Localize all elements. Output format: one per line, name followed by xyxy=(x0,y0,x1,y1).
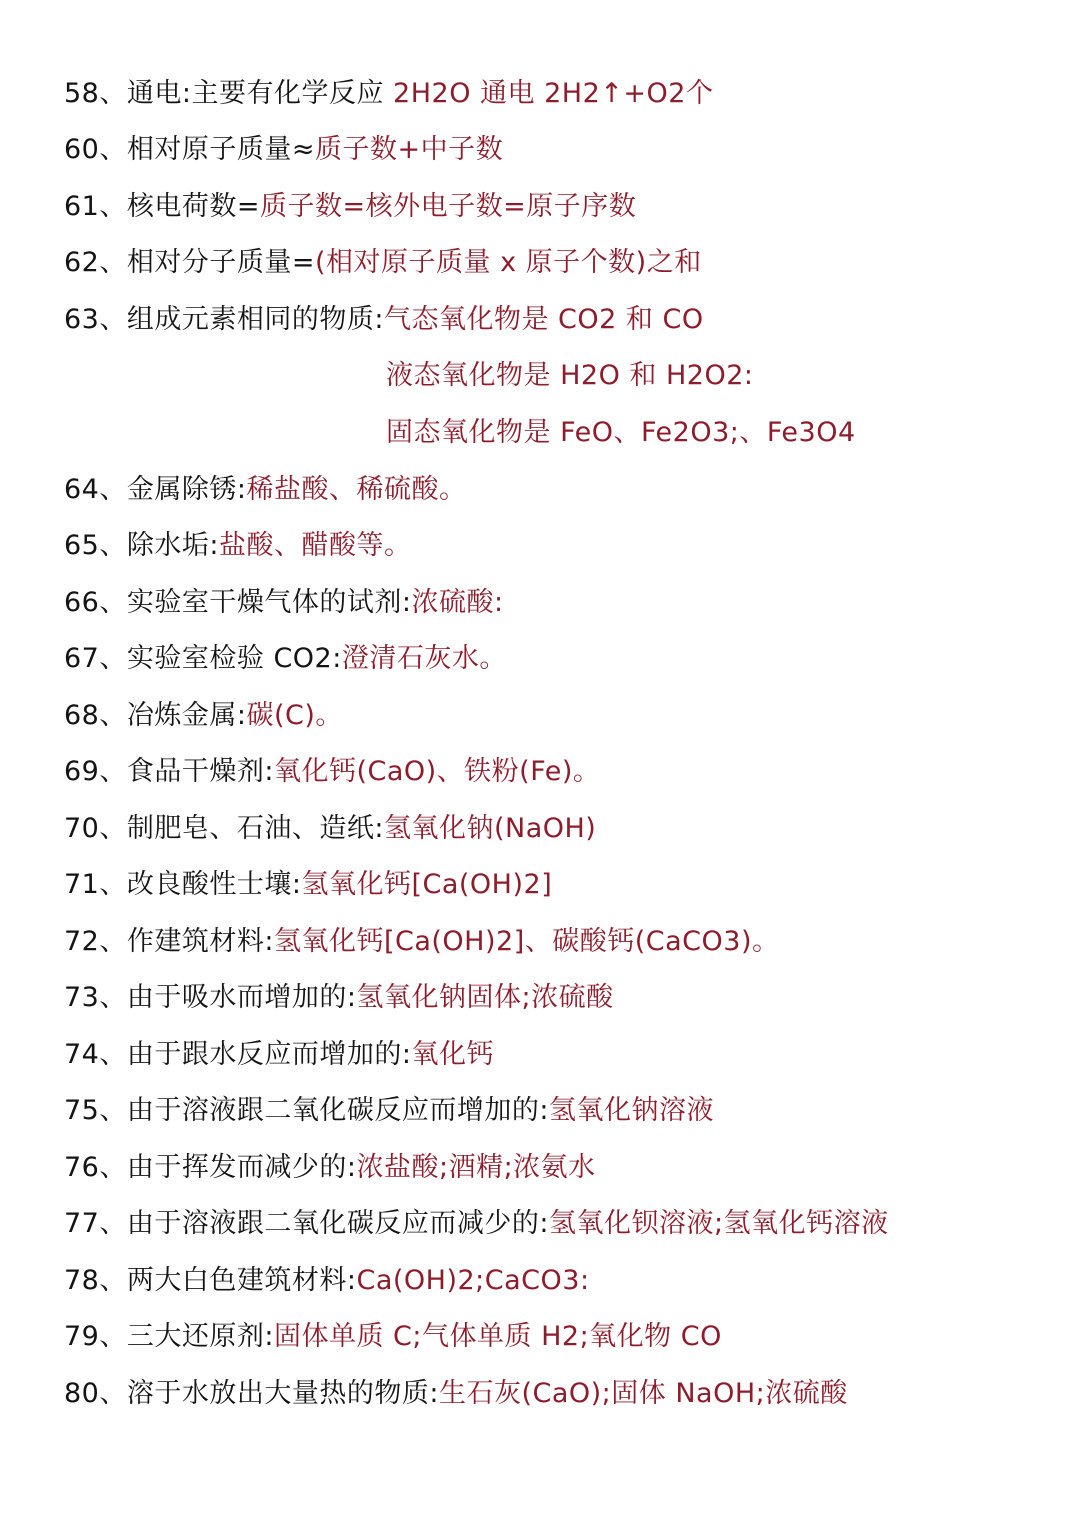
item-60 xyxy=(64,130,503,170)
item-topic: 核电荷数= xyxy=(126,191,260,222)
item-separator: 、 xyxy=(99,926,127,957)
item-number: 72 xyxy=(64,926,100,957)
item-number: 73 xyxy=(64,982,100,1013)
item-answer: 气态氧化物是 CO2 和 CO xyxy=(383,304,704,335)
item-topic: 由于跟水反应而增加的: xyxy=(126,1039,412,1070)
item-separator: 、 xyxy=(99,1039,127,1070)
item-71 xyxy=(64,865,552,905)
item-80 xyxy=(64,1374,848,1414)
item-topic: 溶于水放出大量热的物质: xyxy=(126,1378,439,1409)
item-answer: 氧化钙(CaO)、铁粉(Fe)。 xyxy=(273,756,601,787)
item-separator: 、 xyxy=(99,813,127,844)
item-63 xyxy=(64,300,704,340)
item-75 xyxy=(64,1091,714,1131)
item-answer: 碳(C)。 xyxy=(246,700,343,731)
item-74 xyxy=(64,1035,494,1075)
item-topic: 通电:主要有化学反应 xyxy=(126,78,394,109)
item-topic: 由于吸水而增加的: xyxy=(126,982,357,1013)
item-number: 66 xyxy=(64,587,100,618)
item-answer: (相对原子质量 x 原子个数)之和 xyxy=(314,247,702,278)
item-topic: 食品干燥剂: xyxy=(126,756,274,787)
item-separator: 、 xyxy=(99,1378,127,1409)
item-separator: 、 xyxy=(99,1265,127,1296)
item-topic: 制肥皂、石油、造纸: xyxy=(126,813,384,844)
item-separator: 、 xyxy=(99,474,127,505)
item-topic: 金属除锈: xyxy=(126,474,247,505)
item-separator: 、 xyxy=(99,530,127,561)
item-65 xyxy=(64,526,411,566)
item-separator: 、 xyxy=(99,304,127,335)
item-79 xyxy=(64,1317,722,1357)
item-answer: 氢氧化钠(NaOH) xyxy=(383,813,597,844)
item-topic: 相对原子质量≈ xyxy=(126,134,315,165)
item-number: 58 xyxy=(64,78,100,109)
item-answer: 质子数+中子数 xyxy=(314,134,504,165)
item-64 xyxy=(64,470,466,510)
item-78 xyxy=(64,1261,590,1301)
item-61 xyxy=(64,187,636,227)
item-number: 78 xyxy=(64,1265,100,1296)
item-answer: 2H2O 通电 2H2↑+O2个 xyxy=(393,78,714,109)
item-answer: 浓盐酸;酒精;浓氨水 xyxy=(356,1152,596,1183)
item-answer: 生石灰(CaO);固体 NaOH;浓硫酸 xyxy=(438,1378,848,1409)
item-separator: 、 xyxy=(99,587,127,618)
item-answer: 澄清石灰水。 xyxy=(341,643,507,674)
item-separator: 、 xyxy=(99,982,127,1013)
item-number: 65 xyxy=(64,530,100,561)
item-topic: 相对分子质量= xyxy=(126,247,315,278)
item-answer: 氢氧化钙[Ca(OH)2]、碳酸钙(CaCO3)。 xyxy=(273,926,780,957)
item-separator: 、 xyxy=(99,247,127,278)
item-answer: 氢氧化钙[Ca(OH)2] xyxy=(301,869,553,900)
item-separator: 、 xyxy=(99,643,127,674)
item-separator: 、 xyxy=(99,78,127,109)
item-number: 77 xyxy=(64,1208,100,1239)
item-number: 80 xyxy=(64,1378,100,1409)
item-topic: 作建筑材料: xyxy=(126,926,274,957)
item-number: 60 xyxy=(64,134,100,165)
item-answer: 氢氧化钠溶液 xyxy=(548,1095,714,1126)
item-number: 70 xyxy=(64,813,100,844)
item-69 xyxy=(64,752,600,792)
item-answer: 氢氧化钠固体;浓硫酸 xyxy=(356,982,614,1013)
item-58 xyxy=(64,74,713,114)
item-topic: 实验室检验 CO2: xyxy=(126,643,342,674)
item-70 xyxy=(64,809,596,849)
item-63-liquid xyxy=(386,356,754,396)
item-topic: 除水垢: xyxy=(126,530,219,561)
item-number: 75 xyxy=(64,1095,100,1126)
item-separator: 、 xyxy=(99,756,127,787)
item-66 xyxy=(64,583,504,623)
item-topic: 由于溶液跟二氧化碳反应而增加的: xyxy=(126,1095,549,1126)
item-topic: 由于溶液跟二氧化碳反应而减少的: xyxy=(126,1208,549,1239)
item-number: 62 xyxy=(64,247,100,278)
item-answer: 液态氧化物是 H2O 和 H2O2: xyxy=(386,360,754,391)
item-separator: 、 xyxy=(99,1095,127,1126)
item-topic: 由于挥发而减少的: xyxy=(126,1152,357,1183)
item-number: 63 xyxy=(64,304,100,335)
item-72 xyxy=(64,922,779,962)
item-answer: 固体单质 C;气体单质 H2;氧化物 CO xyxy=(273,1321,722,1352)
item-topic: 两大白色建筑材料: xyxy=(126,1265,357,1296)
item-73 xyxy=(64,978,614,1018)
item-separator: 、 xyxy=(99,1152,127,1183)
item-separator: 、 xyxy=(99,869,127,900)
item-number: 74 xyxy=(64,1039,100,1070)
item-number: 67 xyxy=(64,643,100,674)
item-number: 79 xyxy=(64,1321,100,1352)
item-76 xyxy=(64,1148,596,1188)
item-answer: 盐酸、醋酸等。 xyxy=(218,530,412,561)
item-separator: 、 xyxy=(99,134,127,165)
item-number: 76 xyxy=(64,1152,100,1183)
item-answer: 质子数=核外电子数=原子序数 xyxy=(259,191,637,222)
item-number: 61 xyxy=(64,191,100,222)
item-separator: 、 xyxy=(99,191,127,222)
item-topic: 改良酸性士壤: xyxy=(126,869,302,900)
item-answer: 固态氧化物是 FeO、Fe2O3;、Fe3O4 xyxy=(386,417,856,448)
item-answer: 氧化钙 xyxy=(411,1039,494,1070)
item-separator: 、 xyxy=(99,700,127,731)
item-answer: 氢氧化钡溶液;氢氧化钙溶液 xyxy=(548,1208,889,1239)
item-answer: Ca(OH)2;CaCO3: xyxy=(356,1265,590,1296)
item-topic: 三大还原剂: xyxy=(126,1321,274,1352)
item-topic: 实验室干燥气体的试剂: xyxy=(126,587,412,618)
item-number: 68 xyxy=(64,700,100,731)
item-separator: 、 xyxy=(99,1321,127,1352)
item-number: 71 xyxy=(64,869,100,900)
item-68 xyxy=(64,696,343,736)
item-number: 64 xyxy=(64,474,100,505)
item-67 xyxy=(64,639,507,679)
item-62 xyxy=(64,243,702,283)
item-topic: 冶炼金属: xyxy=(126,700,247,731)
item-topic: 组成元素相同的物质: xyxy=(126,304,384,335)
item-63-solid xyxy=(386,413,856,453)
item-separator: 、 xyxy=(99,1208,127,1239)
item-number: 69 xyxy=(64,756,100,787)
item-answer: 稀盐酸、稀硫酸。 xyxy=(246,474,467,505)
item-answer: 浓硫酸: xyxy=(411,587,504,618)
item-77 xyxy=(64,1204,889,1244)
